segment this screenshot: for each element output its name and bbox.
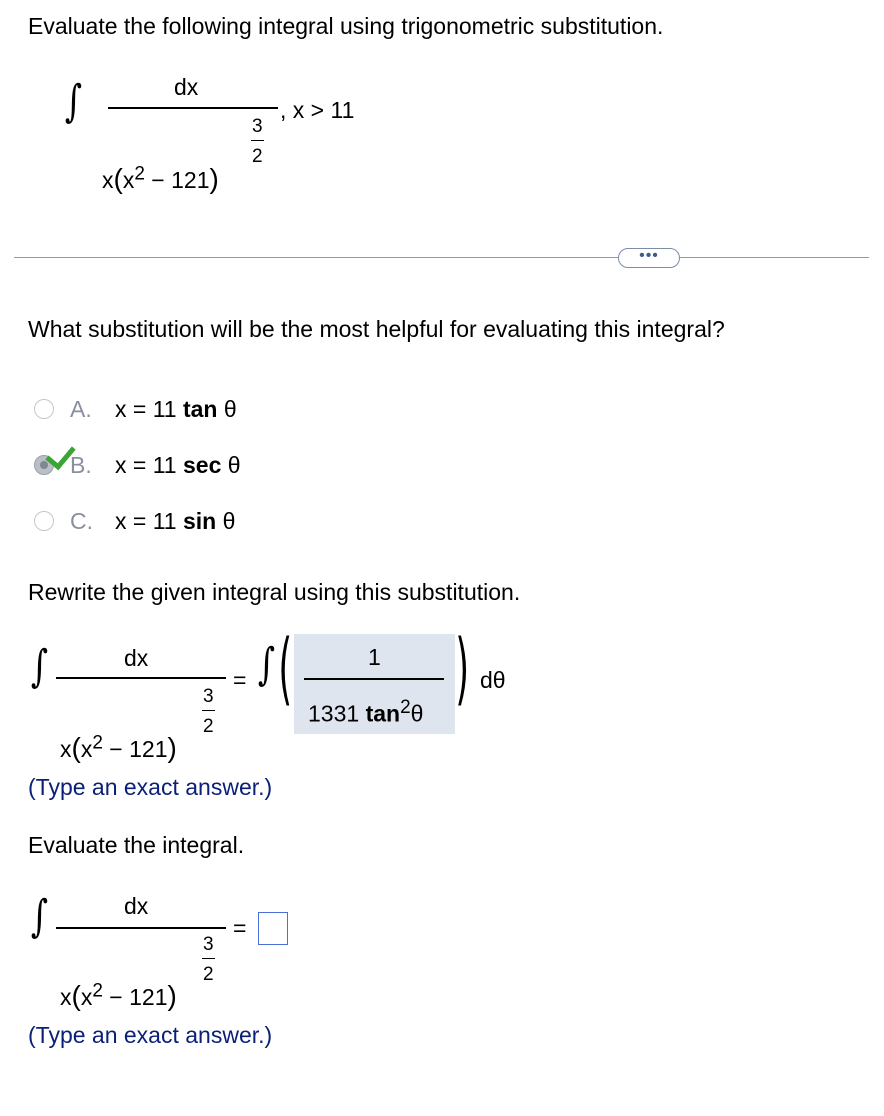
option-b-letter: B.: [70, 452, 92, 478]
option-a-text: x = 11 tan θ: [115, 396, 237, 422]
part2-prompt: Rewrite the given integral using this substitution.: [28, 579, 521, 605]
outer-exponent-denominator: 2: [203, 964, 214, 985]
exponent-bar: [202, 710, 215, 711]
radio-a[interactable]: [34, 399, 54, 419]
integral-denominator: $x(x^2 - 121)$: [102, 163, 219, 194]
outer-exponent-numerator: 3: [252, 116, 263, 137]
equals-sign: =: [233, 667, 247, 693]
integral-sign: ∫: [64, 76, 83, 127]
integral-numerator: dx: [124, 645, 149, 671]
outer-exponent-denominator: 2: [252, 146, 263, 167]
option-c-letter: C.: [70, 508, 93, 534]
fraction-bar: [56, 677, 226, 679]
part3-hint: (Type an exact answer.): [28, 1022, 273, 1048]
option-a-letter: A.: [70, 396, 92, 422]
exponent-bar: [202, 958, 215, 959]
exponent-bar: [251, 140, 264, 141]
equals-sign: =: [233, 915, 247, 941]
integral-sign-rhs: ∫: [257, 639, 276, 690]
integral-numerator: dx: [124, 893, 149, 919]
more-options-button[interactable]: •••: [618, 248, 680, 268]
answer-fraction-bar: [304, 678, 444, 680]
right-paren: ): [455, 624, 470, 714]
option-b-text: x = 11 sec θ: [115, 452, 241, 478]
answer-denominator: 1331 $\tan^2\theta$: [308, 697, 424, 727]
integral-denominator: $x(x^2 - 121)$: [60, 980, 177, 1011]
outer-exponent-numerator: 3: [203, 934, 214, 955]
left-paren: (: [278, 624, 293, 714]
integral-numerator: dx: [174, 74, 199, 100]
differential: dθ: [480, 667, 506, 693]
outer-exponent-numerator: 3: [203, 686, 214, 707]
part2-hint: (Type an exact answer.): [28, 774, 273, 800]
outer-exponent-denominator: 2: [203, 716, 214, 737]
integral-sign: ∫: [30, 891, 49, 942]
answer-numerator: 1: [368, 644, 381, 670]
radio-c[interactable]: [34, 511, 54, 531]
option-c-text: x = 11 sin θ: [115, 508, 236, 534]
integral-sign: ∫: [30, 641, 49, 692]
fraction-bar: [108, 107, 278, 109]
integral-denominator: $x(x^2 - 121)$: [60, 732, 177, 763]
question-instruction: Evaluate the following integral using trigonometric substitution.: [28, 13, 664, 39]
fraction-bar: [56, 927, 226, 929]
part3-prompt: Evaluate the integral.: [28, 832, 245, 858]
integral-condition: , x > 11: [280, 97, 355, 123]
section-divider: [14, 257, 869, 258]
part1-prompt: What substitution will be the most helpful for evaluating this integral?: [28, 316, 725, 342]
answer-input-empty[interactable]: [258, 912, 288, 945]
